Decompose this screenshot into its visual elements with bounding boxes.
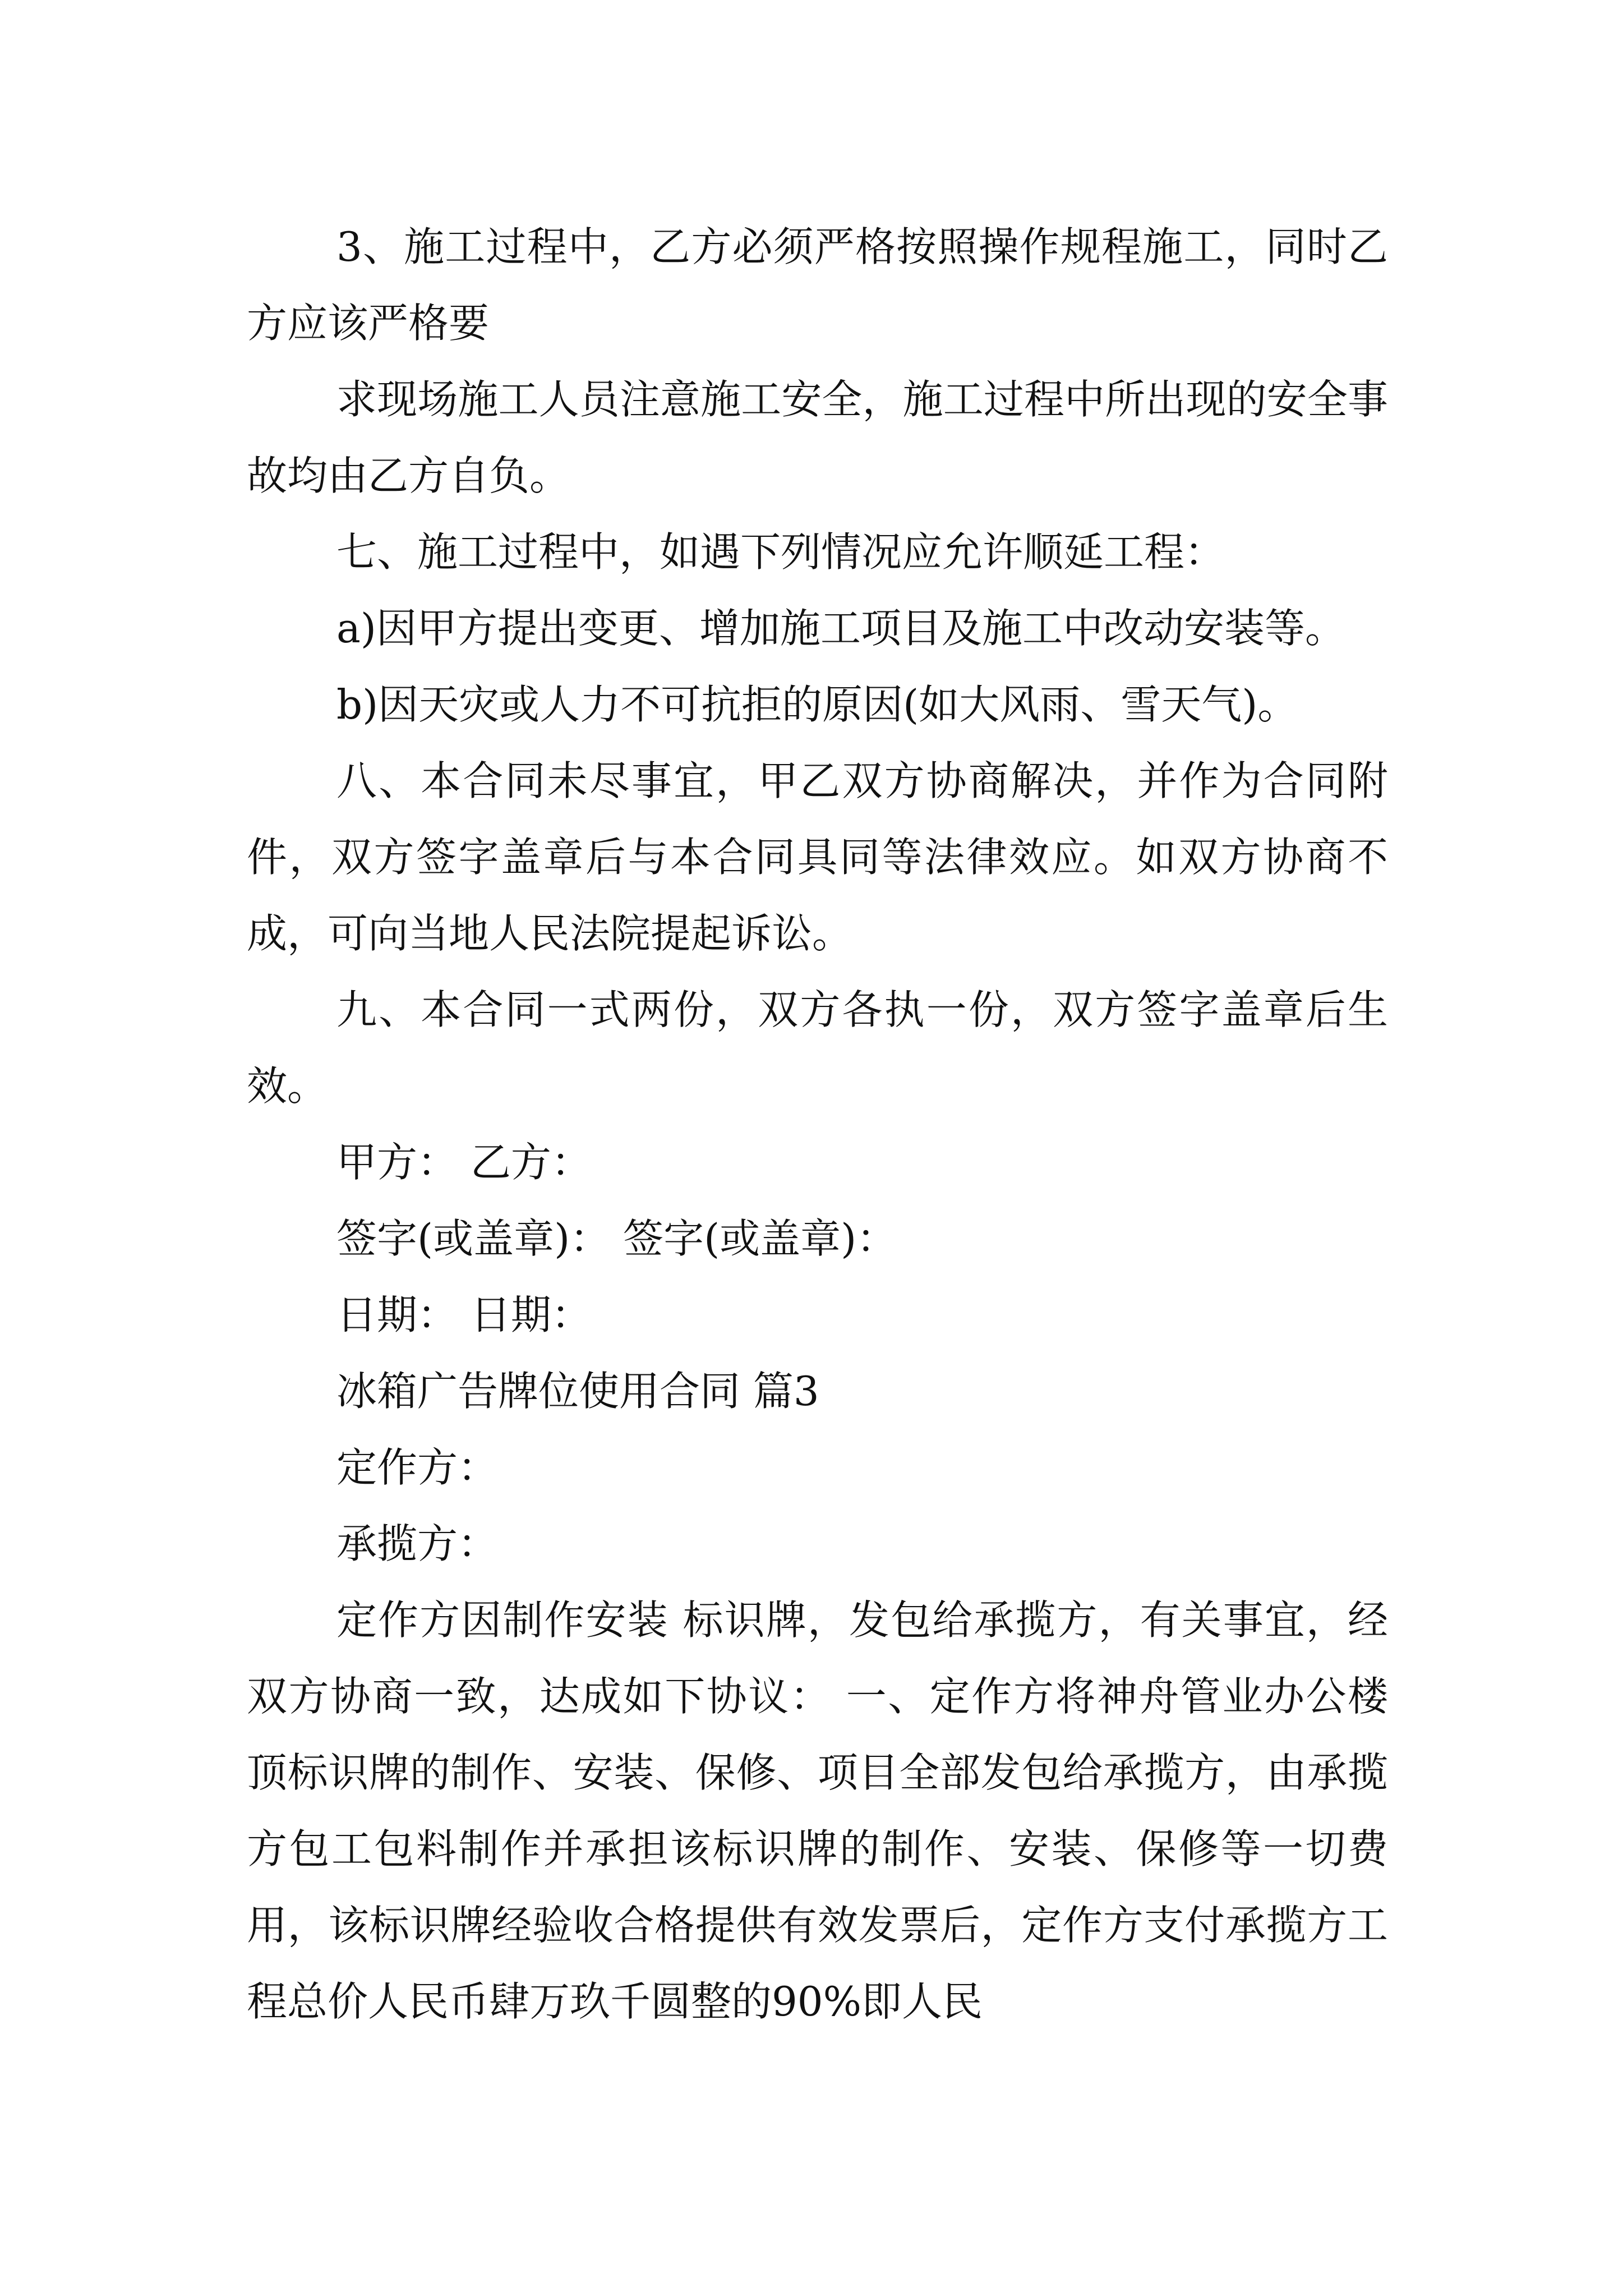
contract-title-part-3: 冰箱广告牌位使用合同 篇3 xyxy=(336,1368,819,1415)
paragraph-clause-nine: 九、本合同一式两份，双方各执一份，双方签字盖章后生效。 xyxy=(247,986,1388,1110)
party-ordering: 定作方： xyxy=(336,1444,499,1491)
paragraph-safety-responsibility: 求现场施工人员注意施工安全，施工过程中所出现的安全事故均由乙方自负。 xyxy=(247,376,1388,499)
paragraph-clause-seven: 七、施工过程中，如遇下列情况应允许顺延工程： xyxy=(336,528,1225,576)
paragraph-clause-eight: 八、本合同未尽事宜，甲乙双方协商解决，并作为合同附件，双方签字盖章后与本合同具同等法律效应。如双方协商不成，可向当地人民法院提起诉讼。 xyxy=(247,757,1388,957)
paragraph-agreement-body: 定作方因制作安装 标识牌，发包给承揽方，有关事宜，经双方协商一致，达成如下协议： 一、定作方将神舟管业办公楼顶标识牌的制作、安装、保修、项目全部发包给承揽方，由承揽方包工包料制作并承担该标识牌的制作、安装、保修等一切费用，该标识牌经验收合格提供有效发票后，定作方支付承揽方工程总价人民币肆万玖千圆整的90%即人民 xyxy=(247,1596,1388,2025)
signature-parties: 甲方： 乙方： xyxy=(336,1139,592,1186)
paragraph-clause-seven-a: a)因甲方提出变更、增加施工项目及施工中改动安装等。 xyxy=(336,605,1346,652)
signature-seal: 签字(或盖章)： 签字(或盖章)： xyxy=(336,1215,897,1262)
signature-dates: 日期： 日期： xyxy=(336,1291,592,1338)
party-contractor: 承揽方： xyxy=(336,1520,499,1567)
document-page xyxy=(247,209,1388,2040)
paragraph-construction-safety: 3、施工过程中，乙方必须严格按照操作规程施工，同时乙方应该严格要 xyxy=(247,223,1388,347)
paragraph-clause-seven-b: b)因天灾或人力不可抗拒的原因(如大风雨、雪天气)。 xyxy=(336,681,1298,728)
